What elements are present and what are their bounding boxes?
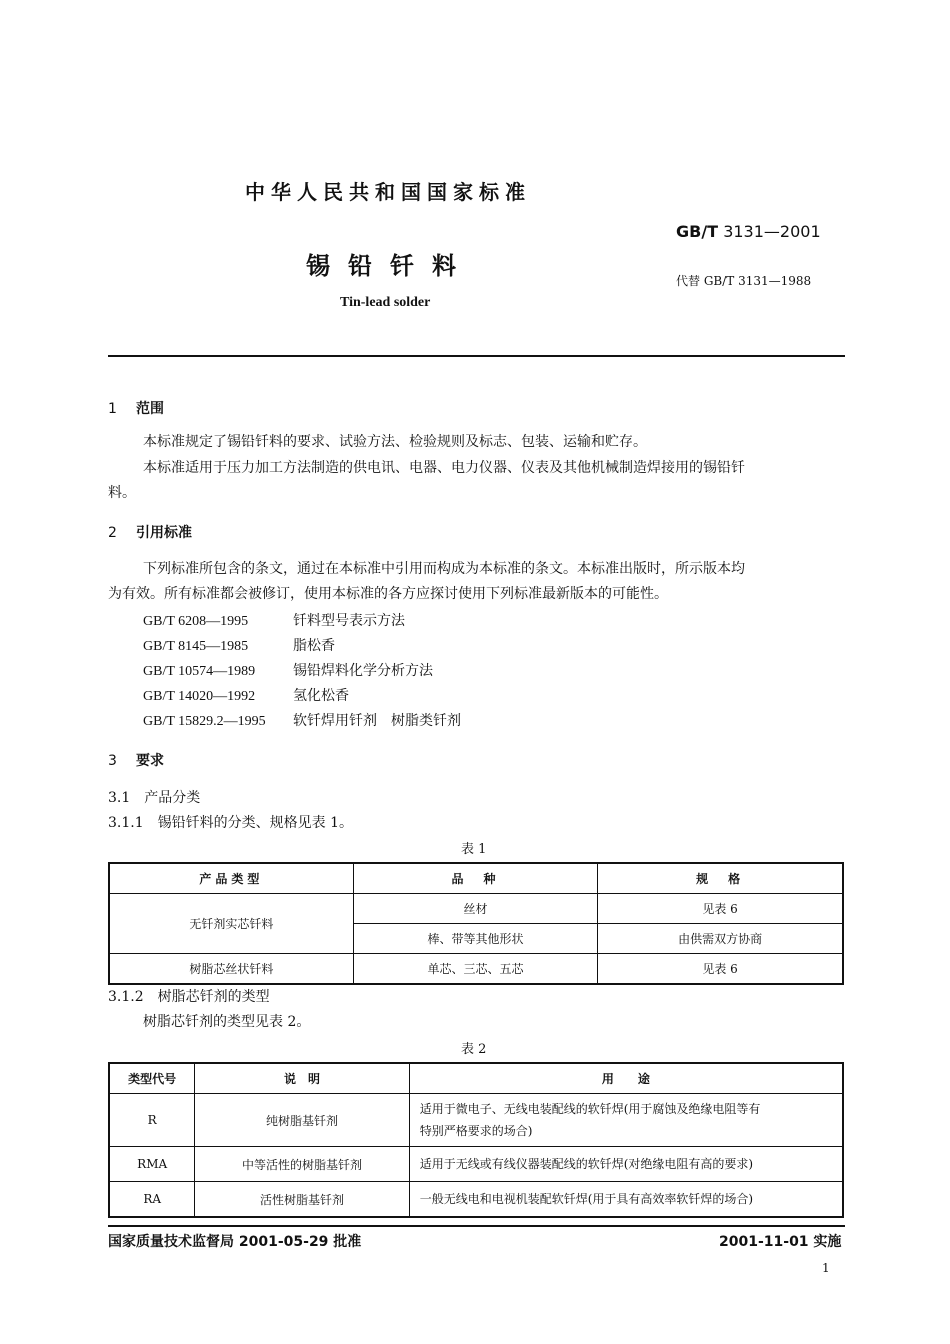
header-divider <box>108 355 845 357</box>
reference-code: GB/T 14020—1992 <box>143 689 256 704</box>
reference-code: GB/T 6208—1995 <box>143 614 249 629</box>
reference-item <box>143 610 405 630</box>
usage-line: 特别严格要求的场合) <box>419 1124 533 1138</box>
table-cell: 适用于无线或有线仪器装配线的软钎焊(对绝缘电阻有高的要求) <box>409 1147 843 1182</box>
reference-title: 脂松香 <box>293 638 335 654</box>
table-row <box>109 1094 843 1147</box>
table-cell: 丝材 <box>353 894 597 924</box>
page-number: 1 <box>822 1261 830 1275</box>
table-cell: R <box>109 1094 195 1147</box>
table-header-row <box>109 863 843 894</box>
table-row <box>109 1182 843 1218</box>
usage-line: 适用于微电子、无线电装配线的软钎焊(用于腐蚀及绝缘电阻等有 <box>419 1102 761 1116</box>
table-header-cell: 产品类型 <box>109 863 353 894</box>
reference-code: GB/T 8145—1985 <box>143 639 249 654</box>
standard-code-prefix: GB/T <box>676 222 719 241</box>
document-title-en: Tin-lead solder <box>340 295 431 310</box>
table-cell: 单芯、三芯、五芯 <box>353 954 597 985</box>
table-cell <box>409 1094 843 1147</box>
reference-item <box>143 660 433 680</box>
table-header-cell: 说 明 <box>195 1063 409 1094</box>
table-cell: RA <box>109 1182 195 1218</box>
standard-code <box>676 222 821 241</box>
replaces-note: 代替 GB/T 3131—1988 <box>676 274 812 288</box>
reference-title: 软钎焊用钎剂 树脂类钎剂 <box>293 713 461 729</box>
national-standard-title: 中华人民共和国国家标准 <box>245 180 531 204</box>
table-header-cell: 品 种 <box>353 863 597 894</box>
table-header-cell: 类型代号 <box>109 1063 195 1094</box>
subsection-3-1: 3.1 产品分类 <box>108 790 201 806</box>
section-2-para-1b: 为有效。所有标准都会被修订，使用本标准的各方应探讨使用下列标准最新版本的可能性。 <box>108 586 668 602</box>
subsection-3-1-2: 3.1.2 树脂芯钎剂的类型 <box>108 989 270 1005</box>
reference-title: 氢化松香 <box>293 688 349 704</box>
section-1-para-2b: 料。 <box>108 485 136 501</box>
table-cell: 纯树脂基钎剂 <box>195 1094 409 1147</box>
table-header-row <box>109 1063 843 1094</box>
section-2-number: 2 <box>108 525 117 541</box>
table-row <box>109 1147 843 1182</box>
standard-code-number: 3131—2001 <box>723 222 821 241</box>
reference-item <box>143 710 461 730</box>
table-cell: 活性树脂基钎剂 <box>195 1182 409 1218</box>
reference-item <box>143 685 349 705</box>
table-2-caption: 表 2 <box>461 1042 487 1057</box>
table-header-cell: 用 途 <box>409 1063 843 1094</box>
reference-title: 锡铅焊料化学分析方法 <box>293 663 433 679</box>
table-row <box>109 954 843 985</box>
table-header-cell: 规 格 <box>598 863 843 894</box>
reference-item <box>143 635 335 655</box>
section-3-title: 要求 <box>136 753 164 769</box>
section-1-number: 1 <box>108 401 117 417</box>
table-cell: 一般无线电和电视机装配软钎焊(用于具有高效率软钎焊的场合) <box>409 1182 843 1218</box>
table-cell: 中等活性的树脂基钎剂 <box>195 1147 409 1182</box>
table-cell: RMA <box>109 1147 195 1182</box>
section-1-para-2a: 本标准适用于压力加工方法制造的供电讯、电器、电力仪器、仪表及其他机械制造焊接用的锡铅钎 <box>143 460 745 476</box>
approval-date: 国家质量技术监督局 2001-05-29 批准 <box>108 1234 362 1250</box>
section-2-title: 引用标准 <box>136 525 192 541</box>
table-cell: 树脂芯丝状钎料 <box>109 954 353 985</box>
section-1-title: 范围 <box>136 401 164 417</box>
document-title: 锡铅钎料 <box>306 252 474 280</box>
table-cell: 由供需双方协商 <box>598 924 843 954</box>
reference-code: GB/T 10574—1989 <box>143 664 256 679</box>
subsection-3-1-1: 3.1.1 锡铅钎料的分类、规格见表 1。 <box>108 815 353 831</box>
section-2-para-1a: 下列标准所包含的条文，通过在本标准中引用而构成为本标准的条文。本标准出版时，所示版本均 <box>143 561 745 577</box>
subsection-3-1-2-text: 树脂芯钎剂的类型见表 2。 <box>143 1014 311 1030</box>
footer-divider <box>108 1225 845 1227</box>
section-1-heading <box>108 398 164 418</box>
table-cell: 见表 6 <box>598 954 843 985</box>
table-cell: 棒、带等其他形状 <box>353 924 597 954</box>
section-3-number: 3 <box>108 753 117 769</box>
reference-title: 钎料型号表示方法 <box>293 613 405 629</box>
table-row <box>109 894 843 924</box>
table-cell: 见表 6 <box>598 894 843 924</box>
table-1-caption: 表 1 <box>461 842 487 857</box>
section-3-heading <box>108 750 164 770</box>
section-2-heading <box>108 522 192 542</box>
table-cell: 无钎剂实芯钎料 <box>109 894 353 954</box>
implementation-date: 2001-11-01 实施 <box>719 1234 842 1250</box>
reference-code: GB/T 15829.2—1995 <box>143 714 266 729</box>
table-1 <box>108 862 844 985</box>
section-1-para-1: 本标准规定了锡铅钎料的要求、试验方法、检验规则及标志、包装、运输和贮存。 <box>143 434 647 450</box>
table-2 <box>108 1062 844 1218</box>
